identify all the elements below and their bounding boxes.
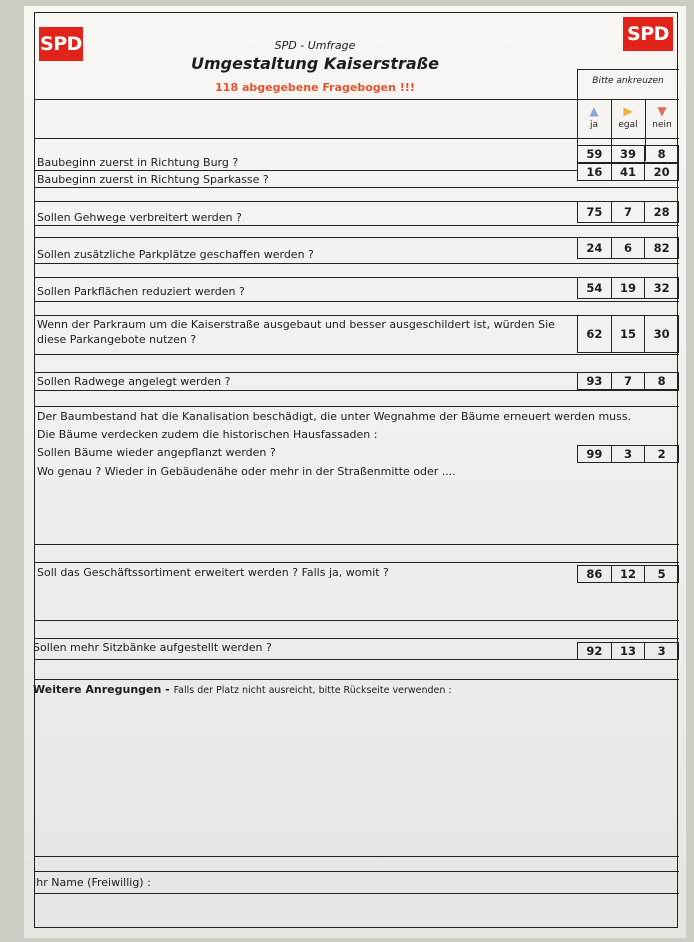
thumbs-up-icon: ▲: [589, 104, 599, 118]
count-ja: 54: [586, 281, 603, 295]
question-text: Wenn der Parkraum um die Kaiserstraße ausgebaut und besser ausgeschildert ist, würden Sie diese Parkangebote nutzen ?: [37, 318, 555, 346]
divider: [35, 856, 679, 857]
divider: [35, 301, 679, 302]
divider: [577, 69, 679, 70]
divider: [35, 354, 679, 355]
survey-subtitle: SPD - Umfrage: [274, 39, 356, 52]
count-nein: 3: [644, 643, 678, 659]
question-text: Soll das Geschäftssortiment erweitert werden ? Falls ja, womit ?: [37, 566, 389, 579]
divider: [35, 659, 679, 660]
count-nein: 20: [644, 164, 678, 180]
count-egal: 7: [611, 202, 645, 222]
assortment-answer-area[interactable]: [35, 585, 679, 619]
tree-intro-line-1: Der Baumbestand hat die Kanalisation beschädigt, die unter Wegnahme der Bäume erneuert werden muss.: [37, 410, 632, 423]
answer-row: [577, 145, 679, 163]
count-egal: 3: [611, 446, 645, 462]
divider: [35, 263, 679, 264]
survey-title: Umgestaltung Kaiserstraße: [190, 54, 440, 73]
divider: [35, 544, 679, 545]
count-ja: 62: [586, 327, 603, 341]
answer-row: [577, 642, 679, 660]
divider: [35, 187, 679, 188]
divider: [35, 638, 679, 639]
column-nein: nein: [652, 120, 672, 130]
count-ja: 86: [586, 567, 603, 581]
divider: [35, 406, 679, 407]
thumbs-down-icon: ▼: [657, 104, 667, 118]
column-ja: ja: [589, 120, 598, 130]
response-count: 118 abgegebene Fragebogen !!!: [215, 81, 415, 94]
count-egal: 41: [611, 164, 645, 180]
column-egal: egal: [618, 120, 638, 130]
count-ja: 75: [586, 205, 603, 219]
count-ja: 16: [586, 165, 603, 179]
count-nein: 5: [644, 566, 678, 582]
count-nein: 28: [644, 202, 678, 222]
answer-row: [577, 445, 679, 463]
questionnaire-form: [34, 12, 678, 928]
answer-row: [577, 277, 679, 299]
answer-row: [577, 315, 679, 353]
divider: [35, 170, 577, 171]
answer-row: [577, 163, 679, 181]
count-nein: 8: [644, 146, 678, 162]
question-text: Sollen Parkflächen reduziert werden ?: [37, 285, 245, 298]
suggestions-hint: Falls der Platz nicht ausreicht, bitte Rückseite verwenden :: [173, 685, 452, 696]
divider: [35, 390, 679, 391]
divider: [35, 893, 679, 894]
tree-intro-line-2: Die Bäume verdecken zudem die historischen Hausfassaden :: [37, 428, 378, 441]
divider: [35, 138, 679, 139]
question-text: Baubeginn zuerst in Richtung Sparkasse ?: [37, 173, 269, 186]
count-egal: 12: [611, 566, 645, 582]
name-label: Ihr Name (Freiwillig) :: [33, 876, 151, 889]
answer-row: [577, 237, 679, 259]
question-text: Sollen zusätzliche Parkplätze geschaffen werden ?: [37, 248, 314, 261]
count-egal: 7: [611, 373, 645, 389]
spd-logo-right: SPD: [623, 17, 673, 51]
question-text: Sollen Radwege angelegt werden ?: [37, 375, 231, 388]
count-ja: 24: [586, 241, 603, 255]
answer-row: [577, 201, 679, 223]
divider: [35, 679, 679, 680]
count-ja: 59: [586, 147, 603, 161]
divider: [35, 99, 679, 100]
name-input[interactable]: [185, 873, 675, 893]
answer-row: [577, 565, 679, 583]
question-text: Sollen Gehwege verbreitert werden ?: [37, 211, 242, 224]
count-egal: 13: [611, 643, 645, 659]
count-egal: 19: [611, 278, 645, 298]
suggestions-area[interactable]: [35, 703, 679, 853]
count-egal: 15: [611, 316, 645, 352]
count-nein: 2: [644, 446, 678, 462]
divider: [35, 225, 679, 226]
count-egal: 39: [611, 146, 645, 162]
tree-answer-area[interactable]: [35, 483, 679, 543]
suggestions-title: Weitere Anregungen -: [33, 683, 174, 696]
divider: [35, 562, 679, 563]
spd-logo-left: SPD: [39, 27, 83, 61]
count-egal: 6: [611, 238, 645, 258]
count-ja: 99: [586, 447, 603, 461]
count-nein: 82: [644, 238, 678, 258]
tree-followup-question: Wo genau ? Wieder in Gebäudenähe oder mehr in der Straßenmitte oder ....: [37, 465, 456, 478]
count-nein: 8: [644, 373, 678, 389]
divider: [35, 871, 679, 872]
count-ja: 92: [586, 644, 603, 658]
question-text: Baubeginn zuerst in Richtung Burg ?: [37, 156, 239, 169]
count-ja: 93: [586, 374, 603, 388]
divider: [35, 620, 679, 621]
instruction-label: Bitte ankreuzen: [592, 76, 664, 86]
count-nein: 32: [644, 278, 678, 298]
suggestions-label: [33, 682, 452, 698]
question-text: Sollen Bäume wieder angepflanzt werden ?: [37, 446, 276, 459]
question-text: Sollen mehr Sitzbänke aufgestellt werden ?: [33, 641, 272, 654]
count-nein: 30: [644, 316, 678, 352]
thumbs-sideways-icon: ▶: [623, 104, 633, 118]
answer-row: [577, 372, 679, 390]
